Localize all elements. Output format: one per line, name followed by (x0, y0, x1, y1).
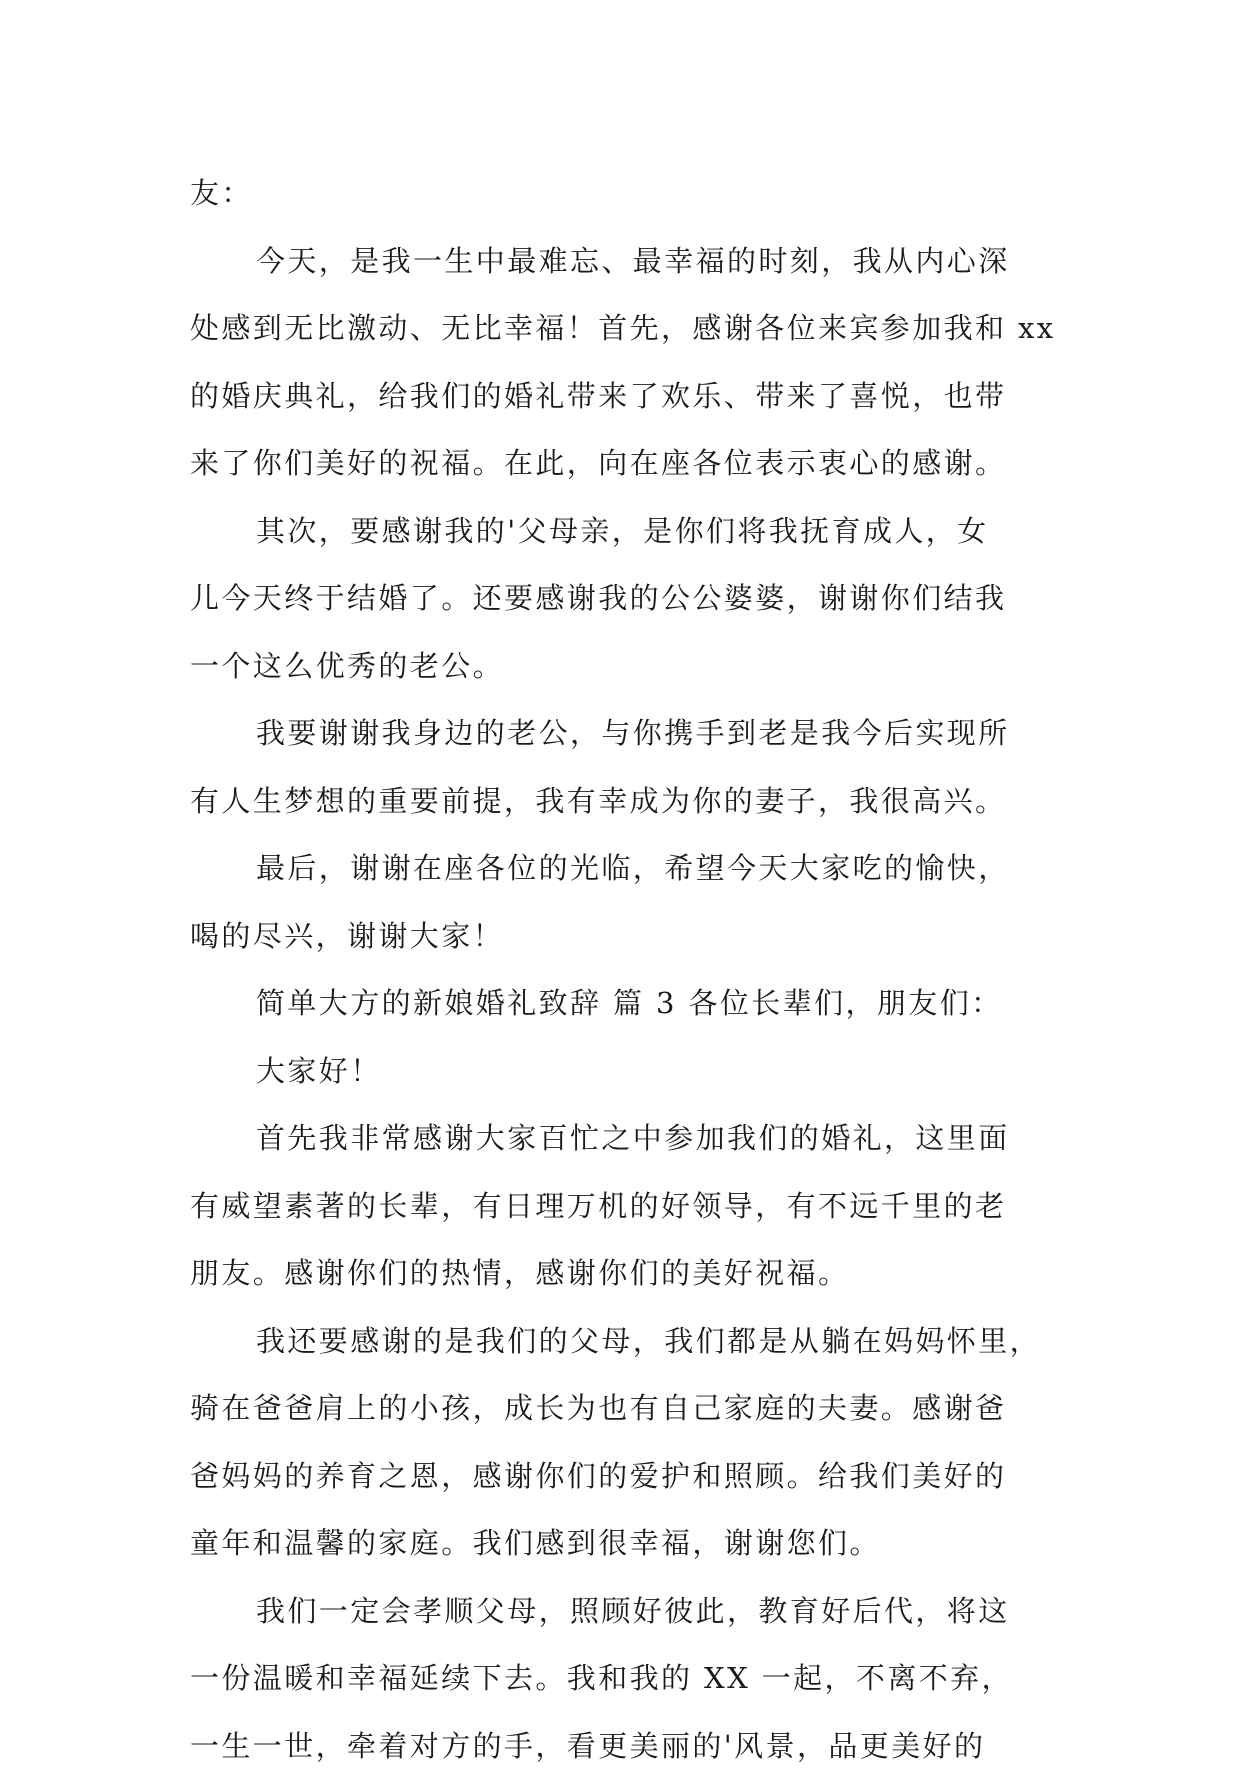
text-line: 童年和温馨的家庭。我们感到很幸福，谢谢您们。 (190, 1510, 1060, 1578)
text-line: 爸妈妈的养育之恩，感谢你们的爱护和照顾。给我们美好的 (190, 1443, 1060, 1511)
text-line: 最后，谢谢在座各位的光临，希望今天大家吃的愉快， (190, 835, 1060, 903)
text-line: 来了你们美好的祝福。在此，向在座各位表示衷心的感谢。 (190, 430, 1060, 498)
text-line: 我们一定会孝顺父母，照顾好彼此，教育好后代，将这 (190, 1578, 1060, 1646)
body-text (190, 160, 1060, 1780)
text-line: 大家好！ (190, 1038, 1060, 1106)
text-line: 一个这么优秀的老公。 (190, 633, 1060, 701)
text-line: 喝的尽兴，谢谢大家！ (190, 903, 1060, 971)
text-line: 骑在爸爸肩上的小孩，成长为也有自己家庭的夫妻。感谢爸 (190, 1375, 1060, 1443)
text-line: 有人生梦想的重要前提，我有幸成为你的妻子，我很高兴。 (190, 768, 1060, 836)
text-line: 友： (190, 160, 1060, 228)
text-line: 儿今天终于结婚了。还要感谢我的公公婆婆，谢谢你们结我 (190, 565, 1060, 633)
text-line: 其次，要感谢我的'父母亲，是你们将我抚育成人，女 (190, 498, 1060, 566)
text-line: 首先我非常感谢大家百忙之中参加我们的婚礼，这里面 (190, 1105, 1060, 1173)
text-line: 朋友。感谢你们的热情，感谢你们的美好祝福。 (190, 1240, 1060, 1308)
text-line: 处感到无比激动、无比幸福！首先，感谢各位来宾参加我和 xx (190, 295, 1060, 363)
text-line: 今天，是我一生中最难忘、最幸福的时刻，我从内心深 (190, 228, 1060, 296)
text-line: 我要谢谢我身边的老公，与你携手到老是我今后实现所 (190, 700, 1060, 768)
text-line: 一份温暖和幸福延续下去。我和我的 XX 一起，不离不弃， (190, 1645, 1060, 1713)
text-line: 我还要感谢的是我们的父母，我们都是从躺在妈妈怀里， (190, 1308, 1060, 1376)
text-line: 的婚庆典礼，给我们的婚礼带来了欢乐、带来了喜悦，也带 (190, 363, 1060, 431)
text-line: 有威望素著的长辈，有日理万机的好领导，有不远千里的老 (190, 1173, 1060, 1241)
text-line: 一生一世，牵着对方的手，看更美丽的'风景，品更美好的 (190, 1713, 1060, 1780)
section-heading-line: 简单大方的新娘婚礼致辞 篇 3 各位长辈们，朋友们： (190, 970, 1060, 1038)
